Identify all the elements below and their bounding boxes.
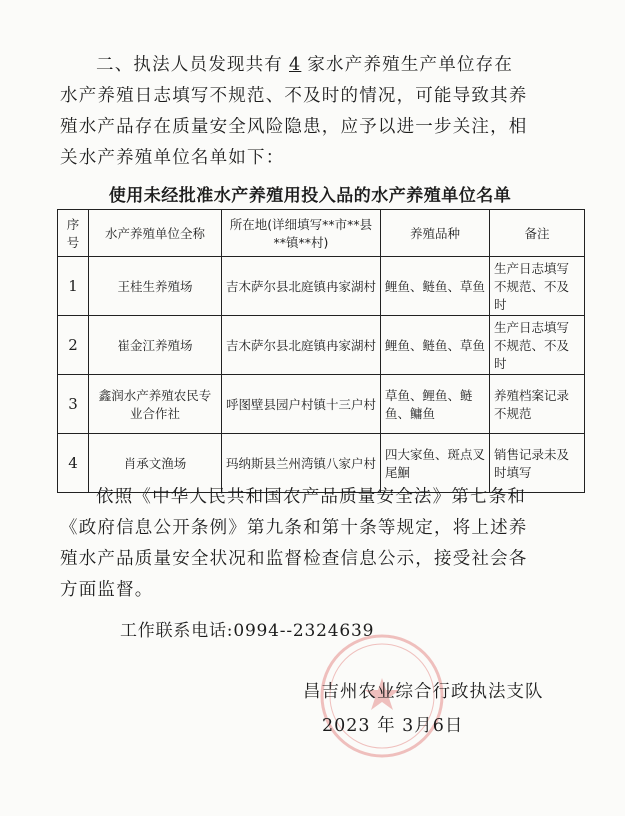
row-species: 鲤鱼、鲢鱼、草鱼 — [381, 316, 490, 375]
row-seq: 4 — [58, 434, 89, 493]
contact-phone: 工作联系电话:0994--2324639 — [120, 621, 375, 641]
row-species: 草鱼、鲤鱼、鲢鱼、鳙鱼 — [381, 375, 490, 434]
row-seq: 3 — [58, 375, 89, 434]
row-name: 肖承文渔场 — [89, 434, 222, 493]
row-remark: 生产日志填写不规范、不及时 — [490, 316, 585, 375]
row-remark: 养殖档案记录不规范 — [490, 375, 585, 434]
row-location: 呼图壁县园户村镇十三户村 — [222, 375, 381, 434]
intro-paragraph — [60, 50, 530, 174]
intro-prefix: 二、执法人员发现共有 — [96, 55, 283, 75]
row-location: 吉木萨尔县北庭镇冉家湖村 — [222, 316, 381, 375]
row-location: 吉木萨尔县北庭镇冉家湖村 — [222, 257, 381, 316]
table-header-row — [58, 210, 585, 257]
row-name: 崔金江养殖场 — [89, 316, 222, 375]
unit-table — [57, 209, 585, 493]
signature-org: 昌吉州农业综合行政执法支队 — [303, 682, 544, 702]
unit-count: 4 — [289, 55, 302, 75]
table-title: 使用未经批准水产养殖用投入品的水产养殖单位名单 — [108, 186, 512, 206]
table-row — [58, 375, 585, 434]
row-remark: 销售记录未及时填写 — [490, 434, 585, 493]
header-species: 养殖品种 — [381, 210, 490, 257]
row-name: 王桂生养殖场 — [89, 257, 222, 316]
header-seq: 序号 — [58, 210, 89, 257]
signature-date: 2023 年 3月6日 — [322, 716, 464, 736]
row-seq: 1 — [58, 257, 89, 316]
row-species: 四大家鱼、斑点叉尾鮰 — [381, 434, 490, 493]
header-name: 水产养殖单位全称 — [89, 210, 222, 257]
law-paragraph: 依照《中华人民共和国农产品质量安全法》第七条和《政府信息公开条例》第九条和第十条等规定，将上述养殖水产品质量安全状况和监督检查信息公示，接受社会各方面监督。 — [60, 487, 528, 600]
table-row — [58, 257, 585, 316]
header-location: 所在地(详细填写**市**县**镇**村) — [222, 210, 381, 257]
table-row — [58, 316, 585, 375]
header-remark: 备注 — [490, 210, 585, 257]
row-remark: 生产日志填写不规范、不及时 — [490, 257, 585, 316]
row-location: 玛纳斯县兰州湾镇八家户村 — [222, 434, 381, 493]
intro-suffix: 家水产养殖生产单位存在水产养殖日志填写不规范、不及时的情况，可能导致其养殖水产品存在质量安全风险隐患，应予以进一步关注，相关水产养殖单位名单如下： — [60, 55, 528, 168]
row-species: 鲤鱼、鲢鱼、草鱼 — [381, 257, 490, 316]
row-seq: 2 — [58, 316, 89, 375]
row-name: 鑫润水产养殖农民专业合作社 — [89, 375, 222, 434]
